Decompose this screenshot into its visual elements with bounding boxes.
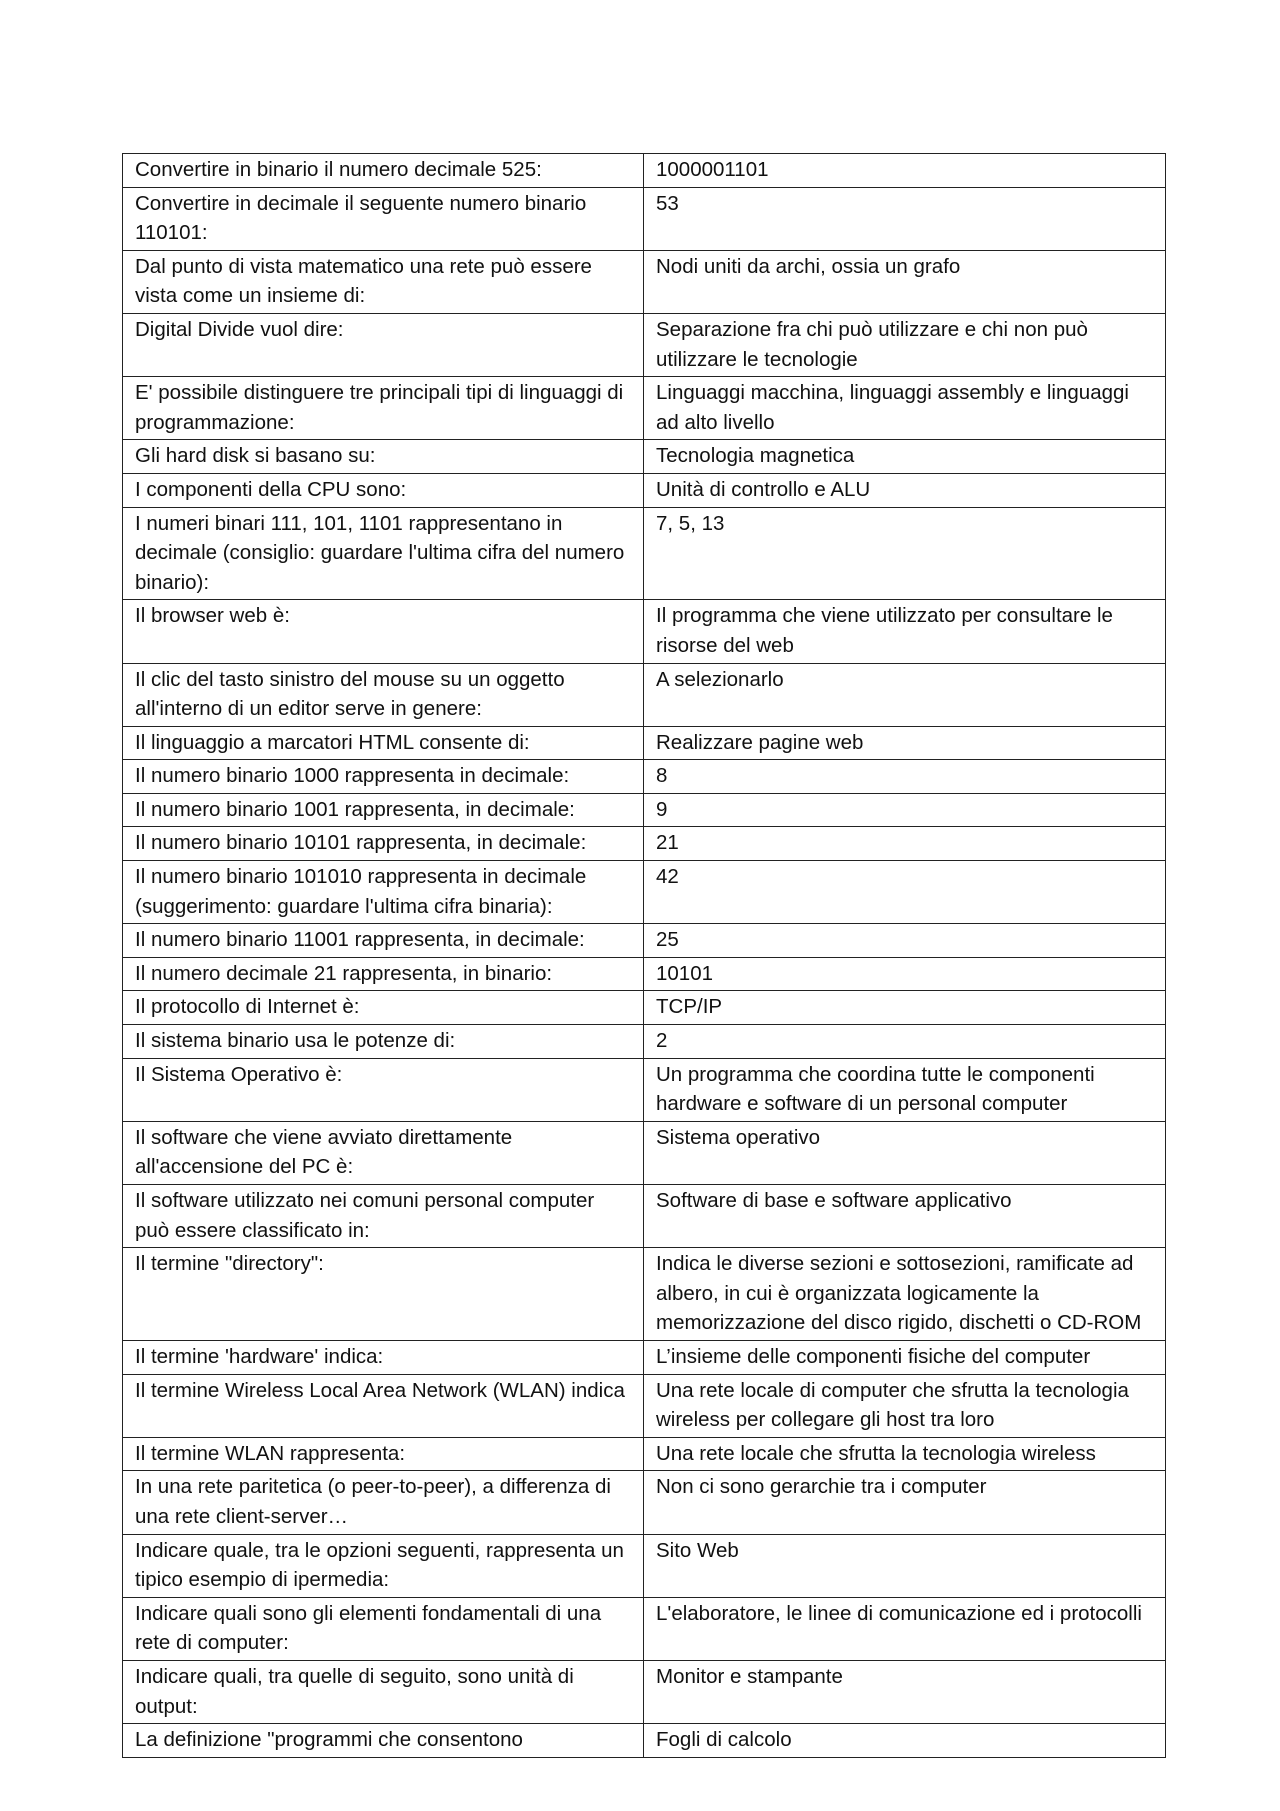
question-cell: Digital Divide vuol dire: [123, 313, 644, 376]
question-cell: I componenti della CPU sono: [123, 473, 644, 507]
question-cell: Il numero binario 1000 rappresenta in decimale: [123, 760, 644, 794]
question-cell: Il termine 'hardware' indica: [123, 1340, 644, 1374]
table-row [123, 473, 1166, 507]
answer-cell: Realizzare pagine web [644, 726, 1166, 760]
answer-cell: Tecnologia magnetica [644, 440, 1166, 474]
question-cell: Convertire in decimale il seguente numero binario 110101: [123, 187, 644, 250]
question-cell: Indicare quali, tra quelle di seguito, sono unità di output: [123, 1660, 644, 1723]
table-row [123, 1058, 1166, 1121]
answer-cell: Software di base e software applicativo [644, 1185, 1166, 1248]
question-cell: Il numero binario 10101 rappresenta, in decimale: [123, 827, 644, 861]
question-cell: Il numero binario 11001 rappresenta, in decimale: [123, 924, 644, 958]
answer-cell: Il programma che viene utilizzato per consultare le risorse del web [644, 600, 1166, 663]
question-cell: Il sistema binario usa le potenze di: [123, 1025, 644, 1059]
table-row [123, 1724, 1166, 1758]
answer-cell: 1000001101 [644, 154, 1166, 188]
answer-cell: 21 [644, 827, 1166, 861]
table-row [123, 924, 1166, 958]
answer-cell: Non ci sono gerarchie tra i computer [644, 1471, 1166, 1534]
table-row [123, 507, 1166, 600]
table-row [123, 663, 1166, 726]
table-row [123, 1340, 1166, 1374]
answer-cell: Una rete locale che sfrutta la tecnologia wireless [644, 1437, 1166, 1471]
answer-cell: 53 [644, 187, 1166, 250]
question-cell: Il termine WLAN rappresenta: [123, 1437, 644, 1471]
table-row [123, 313, 1166, 376]
table-row [123, 1437, 1166, 1471]
table-row [123, 1597, 1166, 1660]
question-cell: Gli hard disk si basano su: [123, 440, 644, 474]
table-row [123, 1374, 1166, 1437]
table-row [123, 1471, 1166, 1534]
table-row [123, 250, 1166, 313]
table-row [123, 440, 1166, 474]
table-row [123, 1660, 1166, 1723]
answer-cell: Sito Web [644, 1534, 1166, 1597]
question-cell: Il numero binario 101010 rappresenta in decimale (suggerimento: guardare l'ultima cifra binaria): [123, 861, 644, 924]
question-cell: Il termine Wireless Local Area Network (WLAN) indica [123, 1374, 644, 1437]
table-row [123, 1121, 1166, 1184]
question-cell: Il clic del tasto sinistro del mouse su un oggetto all'interno di un editor serve in genere: [123, 663, 644, 726]
answer-cell: 10101 [644, 957, 1166, 991]
answer-cell: Unità di controllo e ALU [644, 473, 1166, 507]
table-row [123, 1025, 1166, 1059]
question-cell: E' possibile distinguere tre principali tipi di linguaggi di programmazione: [123, 377, 644, 440]
question-cell: Il Sistema Operativo è: [123, 1058, 644, 1121]
answer-cell: 25 [644, 924, 1166, 958]
answer-cell: Sistema operativo [644, 1121, 1166, 1184]
qa-table [122, 153, 1166, 1758]
table-row [123, 1185, 1166, 1248]
answer-cell: Nodi uniti da archi, ossia un grafo [644, 250, 1166, 313]
question-cell: Il software che viene avviato direttamente all'accensione del PC è: [123, 1121, 644, 1184]
answer-cell: TCP/IP [644, 991, 1166, 1025]
table-row [123, 154, 1166, 188]
table-row [123, 760, 1166, 794]
table-row [123, 187, 1166, 250]
table-row [123, 827, 1166, 861]
answer-cell: L'elaboratore, le linee di comunicazione ed i protocolli [644, 1597, 1166, 1660]
question-cell: Il termine "directory": [123, 1248, 644, 1341]
qa-table-body [123, 154, 1166, 1758]
answer-cell: 9 [644, 793, 1166, 827]
answer-cell: Indica le diverse sezioni e sottosezioni, ramificate ad albero, in cui è organizzata logicamente la memorizzazione del disco rigido, dischetti o CD-ROM [644, 1248, 1166, 1341]
question-cell: In una rete paritetica (o peer-to-peer), a differenza di una rete client-server… [123, 1471, 644, 1534]
question-cell: Il numero decimale 21 rappresenta, in binario: [123, 957, 644, 991]
question-cell: Il linguaggio a marcatori HTML consente di: [123, 726, 644, 760]
question-cell: Il numero binario 1001 rappresenta, in decimale: [123, 793, 644, 827]
table-row [123, 957, 1166, 991]
table-row [123, 991, 1166, 1025]
question-cell: Dal punto di vista matematico una rete può essere vista come un insieme di: [123, 250, 644, 313]
table-row [123, 600, 1166, 663]
answer-cell: 8 [644, 760, 1166, 794]
question-cell: Indicare quale, tra le opzioni seguenti, rappresenta un tipico esempio di ipermedia: [123, 1534, 644, 1597]
answer-cell: Separazione fra chi può utilizzare e chi non può utilizzare le tecnologie [644, 313, 1166, 376]
answer-cell: 7, 5, 13 [644, 507, 1166, 600]
question-cell: Convertire in binario il numero decimale 525: [123, 154, 644, 188]
table-row [123, 793, 1166, 827]
answer-cell: 42 [644, 861, 1166, 924]
question-cell: I numeri binari 111, 101, 1101 rappresentano in decimale (consiglio: guardare l'ultima cifra del numero binario): [123, 507, 644, 600]
table-row [123, 377, 1166, 440]
answer-cell: Linguaggi macchina, linguaggi assembly e linguaggi ad alto livello [644, 377, 1166, 440]
table-row [123, 861, 1166, 924]
question-cell: Il protocollo di Internet è: [123, 991, 644, 1025]
table-row [123, 1534, 1166, 1597]
table-row [123, 1248, 1166, 1341]
table-row [123, 726, 1166, 760]
answer-cell: Una rete locale di computer che sfrutta la tecnologia wireless per collegare gli host tra loro [644, 1374, 1166, 1437]
answer-cell: A selezionarlo [644, 663, 1166, 726]
answer-cell: Monitor e stampante [644, 1660, 1166, 1723]
question-cell: Il browser web è: [123, 600, 644, 663]
answer-cell: 2 [644, 1025, 1166, 1059]
answer-cell: Un programma che coordina tutte le componenti hardware e software di un personal computer [644, 1058, 1166, 1121]
question-cell: La definizione "programmi che consentono [123, 1724, 644, 1758]
question-cell: Indicare quali sono gli elementi fondamentali di una rete di computer: [123, 1597, 644, 1660]
question-cell: Il software utilizzato nei comuni personal computer può essere classificato in: [123, 1185, 644, 1248]
answer-cell: L’insieme delle componenti fisiche del computer [644, 1340, 1166, 1374]
answer-cell: Fogli di calcolo [644, 1724, 1166, 1758]
